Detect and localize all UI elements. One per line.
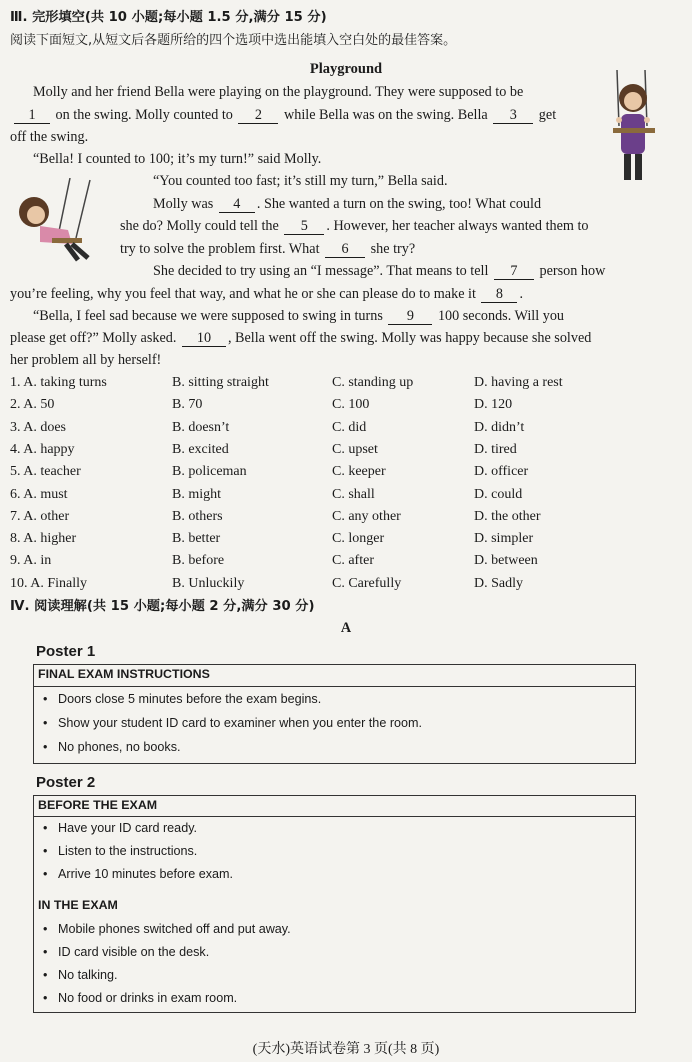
option-6-C[interactable]: C. shall [332,486,375,502]
option-10-B[interactable]: B. Unluckily [172,575,245,591]
passage-text: person how [539,263,606,279]
option-5-A[interactable]: 5. A. teacher [10,464,81,480]
option-8-C[interactable]: C. longer [332,531,385,547]
passage-text: get [538,107,557,123]
list-item: • No talking. [58,968,118,982]
list-item: • No food or drinks in exam room. [58,991,237,1005]
blank-8[interactable]: 8 [481,287,517,303]
blank-1[interactable]: 1 [14,108,50,124]
option-6-B[interactable]: B. might [172,486,222,502]
option-10-C[interactable]: C. Carefully [332,575,402,591]
option-9-B[interactable]: B. before [172,553,225,569]
list-item: • Listen to the instructions. [58,844,197,858]
poster1-box [33,664,636,764]
passage-line: Molly and her friend Bella were playing on the playground. They were supposed to be [33,84,524,100]
divider [34,686,635,687]
blank-5[interactable]: 5 [284,219,324,235]
passage-line: off the swing. [10,129,89,145]
passage-line: her problem all by herself! [10,352,162,368]
option-8-A[interactable]: 8. A. higher [10,531,77,547]
blank-4[interactable]: 4 [219,197,255,213]
option-2-A[interactable]: 2. A. 50 [10,397,55,413]
blank-10[interactable]: 10 [182,331,226,347]
option-1-C[interactable]: C. standing up [332,375,414,390]
option-6-D[interactable]: D. could [474,486,523,502]
poster1-title: Poster 1 [36,643,96,660]
list-item: • ID card visible on the desk. [58,945,209,959]
girl-on-swing-illustration [605,70,671,192]
option-5-B[interactable]: B. policeman [172,464,247,480]
option-6-A[interactable]: 6. A. must [10,486,68,502]
passage-line [33,306,564,326]
passage-line [10,328,591,348]
passage-text: you’re feeling, why you feel that way, and what he or she can please do to make it [10,286,476,302]
option-3-B[interactable]: B. doesn’t [172,419,230,435]
passage-line [153,194,541,214]
section3-heading: Ⅲ. 完形填空(共 10 小题;每小题 1.5 分,满分 15 分) [10,10,327,25]
poster1-header: FINAL EXAM INSTRUCTIONS [38,667,210,681]
list-item: • Mobile phones switched off and put away. [58,922,291,936]
passage-text: 100 seconds. Will you [437,308,565,324]
option-7-B[interactable]: B. others [172,508,223,524]
passage-line [10,284,523,304]
part-label: A [340,620,352,636]
blank-2[interactable]: 2 [238,108,278,124]
passage-line: “Bella! I counted to 100; it’s my turn!” said Molly. [33,151,322,167]
option-9-C[interactable]: C. after [332,553,374,569]
passage-text: Molly was [153,196,214,212]
option-3-A[interactable]: 3. A. does [10,419,66,435]
passage-text: . She wanted a turn on the swing, too! What could [256,196,542,212]
list-item: • Have your ID card ready. [58,821,197,835]
list-item: • No phones, no books. [58,740,181,754]
girl-swinging-illustration [10,178,98,262]
option-8-B[interactable]: B. better [172,531,221,547]
passage-text: on the swing. Molly counted to [55,107,233,123]
poster2-header-before: BEFORE THE EXAM [38,798,158,812]
option-1-D[interactable]: D. having a rest [474,375,563,390]
option-9-D[interactable]: D. between [474,553,538,569]
page-footer: (天水)英语试卷第 3 页(共 8 页) [252,1042,440,1057]
poster2-header-in: IN THE EXAM [38,898,118,912]
blank-9[interactable]: 9 [388,309,432,325]
section4-heading: Ⅳ. 阅读理解(共 15 小题;每小题 2 分,满分 30 分) [10,599,315,614]
passage-text: she do? Molly could tell the [120,218,279,234]
passage-text: , Bella went off the swing. Molly was happy because she solved [227,330,592,346]
passage-line [120,239,415,259]
option-4-B[interactable]: B. excited [172,441,229,457]
passage-line: “You counted too fast; it’s still my turn,” Bella said. [153,173,448,189]
passage-text: She decided to try using an “I message”. That means to tell [153,263,489,279]
option-8-D[interactable]: D. simpler [474,531,534,547]
option-3-D[interactable]: D. didn’t [474,419,525,435]
passage-text: . [519,286,524,302]
passage-text: while Bella was on the swing. Bella [283,107,488,123]
divider [34,816,635,817]
option-2-B[interactable]: B. 70 [172,397,203,413]
option-4-A[interactable]: 4. A. happy [10,441,75,457]
list-item: • Doors close 5 minutes before the exam begins. [58,692,321,706]
poster2-box [33,795,636,1013]
passage-line [12,105,556,125]
blank-3[interactable]: 3 [493,108,533,124]
option-1-B[interactable]: B. sitting straight [172,375,269,390]
option-3-C[interactable]: C. did [332,419,367,435]
passage-text: she try? [370,241,416,257]
blank-7[interactable]: 7 [494,264,534,280]
option-2-D[interactable]: D. 120 [474,397,513,413]
passage-text: please get off?” Molly asked. [10,330,177,346]
passage-text: . However, her teacher always wanted them to [326,218,589,234]
blank-6[interactable]: 6 [325,242,365,258]
list-item: • Show your student ID card to examiner when you enter the room. [58,716,422,730]
poster2-title: Poster 2 [36,774,96,791]
option-5-D[interactable]: D. officer [474,464,529,480]
section3-instruction: 阅读下面短文,从短文后各题所给的四个选项中选出能填入空白处的最佳答案。 [10,33,457,48]
option-7-C[interactable]: C. any other [332,508,401,524]
passage-line [153,261,605,281]
option-5-C[interactable]: C. keeper [332,464,386,480]
option-7-A[interactable]: 7. A. other [10,508,70,524]
list-item: • Arrive 10 minutes before exam. [58,867,233,881]
option-4-C[interactable]: C. upset [332,441,378,457]
passage-text: “Bella, I feel sad because we were supposed to swing in turns [33,308,383,324]
passage-line [120,216,589,236]
passage-text: try to solve the problem first. What [120,241,320,257]
option-10-A[interactable]: 10. A. Finally [10,575,88,591]
option-7-D[interactable]: D. the other [474,508,541,524]
option-10-D[interactable]: D. Sadly [474,575,523,591]
option-4-D[interactable]: D. tired [474,441,517,457]
option-2-C[interactable]: C. 100 [332,397,370,413]
option-1-A[interactable]: 1. A. taking turns [10,375,107,390]
option-9-A[interactable]: 9. A. in [10,553,52,569]
passage-title: Playground [309,61,383,77]
